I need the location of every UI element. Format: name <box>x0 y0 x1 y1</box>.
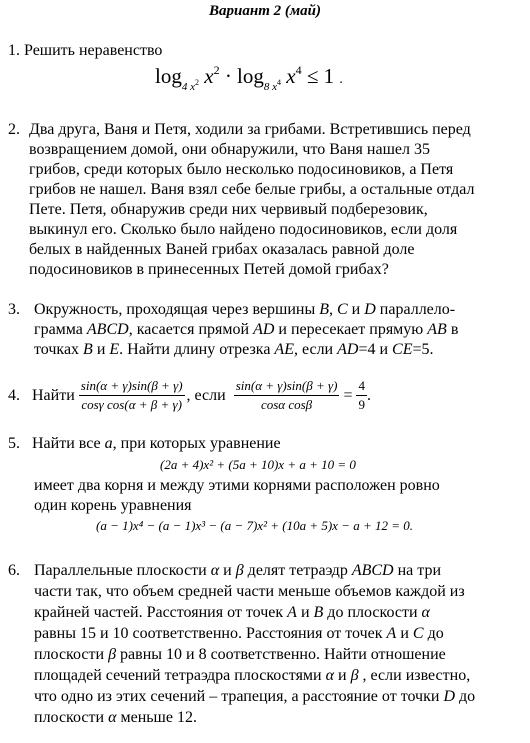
problem-5-equation-2: (a − 1)x⁴ − (a − 1)x³ − (a − 7)x² + (10a + 5)x − a + 12 = 0. <box>96 518 414 533</box>
problem-2-line-7: белых в найденных Ваней грибах оказалась равной доле <box>29 241 415 258</box>
problem-4-number: 4. <box>8 387 20 404</box>
problem-2-line-8: подосиновиков в принесенных Петей домой грибах? <box>29 261 389 278</box>
problem-5-equation-1: (2a + 4)x² + (5a + 10)x + a + 10 = 0 <box>160 457 356 472</box>
problem-6-line-5: плоскости β равны 10 и 8 соответственно. Найти отношение <box>34 646 446 663</box>
problem-6-line-6: площадей сечений тетраэдра плоскостями α и β , если известно, <box>34 667 471 684</box>
problem-3-line-3: точках B и E. Найти длину отрезка AE, если AD=4 и CE=5. <box>34 341 434 358</box>
problem-5-line-2: имеет два корня и между этими корнями расположен ровно <box>34 477 440 494</box>
problem-3-number: 3. <box>8 301 20 318</box>
problem-2-line-3: грибов, среди которых было несколько подосиновиков, а Петя <box>29 161 454 178</box>
problem-1-inequality: $\log_{4 x^2} x^2 \cdot \log_{8 x^4} x^4 \le 1$ . <box>155 63 343 93</box>
problem-4-fraction-2: $\frac{\sin(\alpha + \gamma)\sin(\beta + \gamma)}{\text{cosα cosβ}}$ <box>235 378 338 412</box>
problem-1-statement: Решить неравенство <box>24 42 163 59</box>
problem-4-if: , если <box>186 387 226 404</box>
problem-6-line-3: крайней частей. Расстояния от точек A и B до плоскости α <box>34 604 430 621</box>
problem-4: 4. Найти $\frac{\sin(\alpha + \gamma)\sin(\beta + \gamma)}{\text{cosγ cos(α + β + γ)}}$ , если $\frac{\sin(\alpha + \gamma)\sin(\beta + \gamma)}{\text{cosα cosβ}}$ = $\frac{4}{9}$ . <box>8 378 371 412</box>
problem-5-line-1: 5. Найти все a, при которых уравнение <box>8 435 281 452</box>
problem-5-line-3: один корень уравнения <box>34 497 192 514</box>
problem-2-number: 2. <box>8 121 20 138</box>
problem-3-line-1: Окружность, проходящая через вершины B, C и D параллело- <box>34 301 456 318</box>
problem-6-line-7: что одно из этих сечений – трапеция, а расстояние от точки D до <box>34 688 476 705</box>
problem-2-line-1: Два друга, Ваня и Петя, ходили за грибами. Встретившись перед <box>29 121 471 138</box>
problem-2-line-5: Пете. Петя, обнаружив среди них червивый подберезовик, <box>29 201 428 218</box>
problem-3-line-2: грамма ABCD, касается прямой AD и пересекает прямую AB в <box>34 321 459 338</box>
page-title: Вариант 2 (май) <box>209 3 321 19</box>
problem-6-line-1: Параллельные плоскости α и β делят тетраэдр ABCD на три <box>34 562 442 579</box>
problem-2-line-6: выкинул его. Сколько было найдено подосиновиков, если доля <box>29 221 458 238</box>
problem-4-find: Найти <box>32 387 75 404</box>
problem-2-line-4: грибов не нашел. Ваня взял себе белые грибы, а остальные отдал <box>29 181 475 198</box>
problem-4-fraction-1: $\frac{\sin(\alpha + \gamma)\sin(\beta + \gamma)}{\text{cosγ cos(α + β + γ)}}$ <box>80 378 183 412</box>
problem-6-number: 6. <box>8 562 20 579</box>
problem-1-number: 1. <box>8 42 20 59</box>
problem-1-text <box>8 41 162 60</box>
problem-4-ratio: $\frac{4}{9}$ <box>358 378 365 412</box>
problem-6-line-4: равны 15 и 10 соответственно. Расстояния от точек A и C до <box>34 625 444 642</box>
problem-6-line-2: части так, что объем средней части меньше объемов каждой из <box>34 583 465 600</box>
problem-2-line-2: возвращением домой, они обнаружили, что Ваня нашел 35 <box>29 141 430 158</box>
problem-6-line-8: плоскости α меньше 12. <box>34 709 197 726</box>
